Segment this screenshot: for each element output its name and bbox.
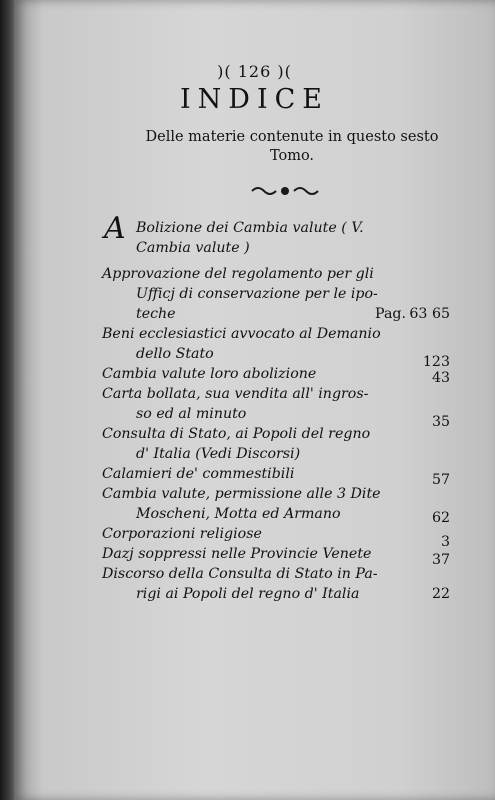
entry-line: Cambia valute ) xyxy=(136,240,250,256)
page-number: )( 126 )( xyxy=(217,62,292,81)
entry-line xyxy=(102,524,452,550)
index-subtitle xyxy=(142,128,442,166)
entry-line: Cambia valute, permissione alle 3 Dite xyxy=(102,486,381,502)
index-entry xyxy=(102,544,462,568)
entry-text: Corporazioni religiose xyxy=(102,526,262,542)
entry-line: Carta bollata, sua vendita all' ingros- xyxy=(102,386,369,402)
drop-cap: A xyxy=(104,211,126,246)
entry-line xyxy=(102,211,452,246)
entry-page: 123 xyxy=(422,354,450,370)
page-prefix: Pag. xyxy=(375,306,406,322)
index-entry xyxy=(102,384,462,430)
entry-page: 3 xyxy=(440,534,450,550)
entry-line xyxy=(102,544,452,568)
index-entries xyxy=(102,211,462,604)
index-entry xyxy=(102,211,462,258)
entry-text: teche xyxy=(136,306,176,322)
book-page xyxy=(14,0,495,800)
index-entry xyxy=(102,424,462,464)
index-entry xyxy=(102,264,462,324)
entry-page: 37 xyxy=(431,552,450,568)
entry-line: d' Italia (Vedi Discorsi) xyxy=(136,446,301,462)
index-entry xyxy=(102,484,462,524)
entry-line: Ufficj di conservazione per le ipo- xyxy=(136,286,378,302)
entry-line xyxy=(102,364,452,384)
entry-text: so ed al minuto xyxy=(136,406,247,422)
entry-text: Bolizione dei Cambia valute ( V. xyxy=(136,220,364,236)
entry-page: 35 xyxy=(431,414,450,430)
decorative-ornament-icon xyxy=(250,184,320,198)
entry-text: Calamieri de' commestibili xyxy=(102,466,295,482)
entry-page: 22 xyxy=(431,586,450,602)
entry-text: rigi ai Popoli del regno d' Italia xyxy=(136,586,360,602)
entry-line xyxy=(102,304,452,324)
index-entry xyxy=(102,464,462,488)
entry-line: Approvazione del regolamento per gli xyxy=(102,266,374,282)
entry-line xyxy=(102,584,452,604)
index-title: INDICE xyxy=(180,84,329,115)
entry-page: 63 65 xyxy=(409,306,450,322)
index-entry xyxy=(102,564,462,604)
entry-line xyxy=(102,504,452,524)
entry-page: 57 xyxy=(431,472,450,488)
entry-line: Discorso della Consulta di Stato in Pa- xyxy=(102,566,378,582)
index-entry xyxy=(102,324,462,370)
index-entry xyxy=(102,524,462,550)
entry-text: Cambia valute loro abolizione xyxy=(102,366,317,382)
subtitle-line-2: Tomo. xyxy=(269,148,315,164)
book-spine-shadow xyxy=(0,0,14,800)
entry-page: 43 xyxy=(431,370,450,386)
entry-line xyxy=(102,344,452,370)
entry-line xyxy=(102,404,452,430)
entry-line: Beni ecclesiastici avvocato al Demanio xyxy=(102,326,381,342)
entry-text: Moscheni, Motta ed Armano xyxy=(136,506,341,522)
entry-page: 62 xyxy=(431,510,450,526)
entry-text: Dazj soppressi nelle Provincie Venete xyxy=(102,546,372,562)
index-entry xyxy=(102,364,462,384)
entry-text: dello Stato xyxy=(136,346,214,362)
subtitle-line-1: Delle materie contenute in questo sesto xyxy=(145,129,439,145)
entry-line xyxy=(102,464,452,488)
entry-line: Consulta di Stato, ai Popoli del regno xyxy=(102,426,371,442)
